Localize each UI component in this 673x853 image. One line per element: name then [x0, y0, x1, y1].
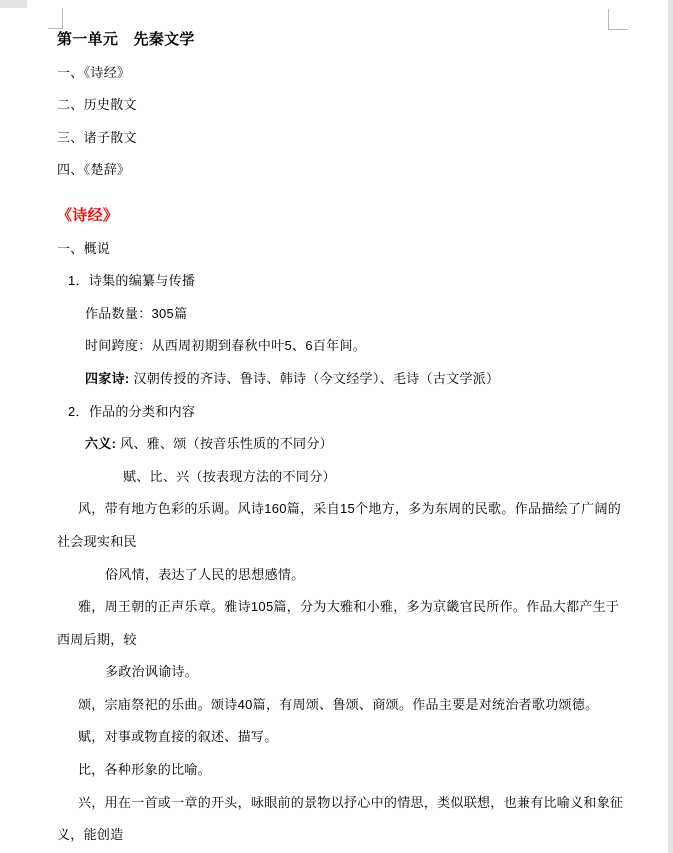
term-definition: 风、雅、颂（按音乐性质的不同分）	[116, 436, 333, 452]
text-line: 时间跨度：从西周初期到春秋中叶5、6百年间。	[85, 338, 367, 354]
text-line: 四、《楚辞》	[57, 162, 131, 178]
term-definition: 汉朝传授的齐诗、鲁诗、韩诗（今文经学）、毛诗（古文学派）	[129, 370, 500, 386]
page-right-edge	[668, 0, 673, 853]
text-line: 作品数量：305篇	[85, 305, 188, 321]
text-line: 多政治讽谕诗。	[105, 664, 199, 680]
bold-term: 六义:	[85, 436, 117, 452]
text-line: 兴，用在一首或一章的开头，咏眼前的景物以抒心中的情思，类似联想，也兼有比喻义和象征	[78, 794, 624, 810]
section-heading-red: 《诗经》	[57, 206, 119, 224]
text-line: 西周后期，较	[57, 631, 137, 647]
text-line: 风，带有地方色彩的乐调。风诗160篇，采自15个地方，多为东周的民歌。作品描绘了广阔的	[78, 501, 622, 517]
text-line: 2．作品的分类和内容	[68, 403, 196, 419]
text-line: 一、《诗经》	[57, 64, 131, 80]
text-line	[57, 363, 623, 396]
text-line: 俗风情，表达了人民的思想感情。	[105, 566, 305, 582]
text-line: 颂，宗庙祭祀的乐曲。颂诗40篇，有周颂、鲁颂、商颂。作品主要是对统治者歌功颂德。	[78, 696, 599, 712]
text-line: 雅，周王朝的正声乐章。雅诗105篇，分为大雅和小雅，多为京畿官民所作。作品大都产生于	[78, 599, 620, 615]
text-line: 社会现实和民	[57, 533, 137, 549]
text-line: 比，各种形象的比喻。	[78, 762, 212, 778]
document-body	[57, 24, 623, 852]
text-line: 三、诸子散文	[57, 129, 137, 145]
text-line: 赋，对事或物直接的叙述、描写。	[78, 729, 278, 745]
text-line: 一、概说	[57, 240, 111, 256]
text-line: 1．诗集的编纂与传播	[68, 273, 196, 289]
unit-heading: 第一单元 先秦文学	[57, 31, 195, 48]
page-corner-background	[0, 0, 27, 8]
text-line	[57, 428, 623, 461]
bold-term: 四家诗:	[85, 370, 130, 386]
text-line: 赋、比、兴（按表现方法的不同分）	[123, 468, 336, 484]
text-line: 义，能创造	[57, 827, 124, 843]
text-line: 二、历史散文	[57, 97, 137, 113]
